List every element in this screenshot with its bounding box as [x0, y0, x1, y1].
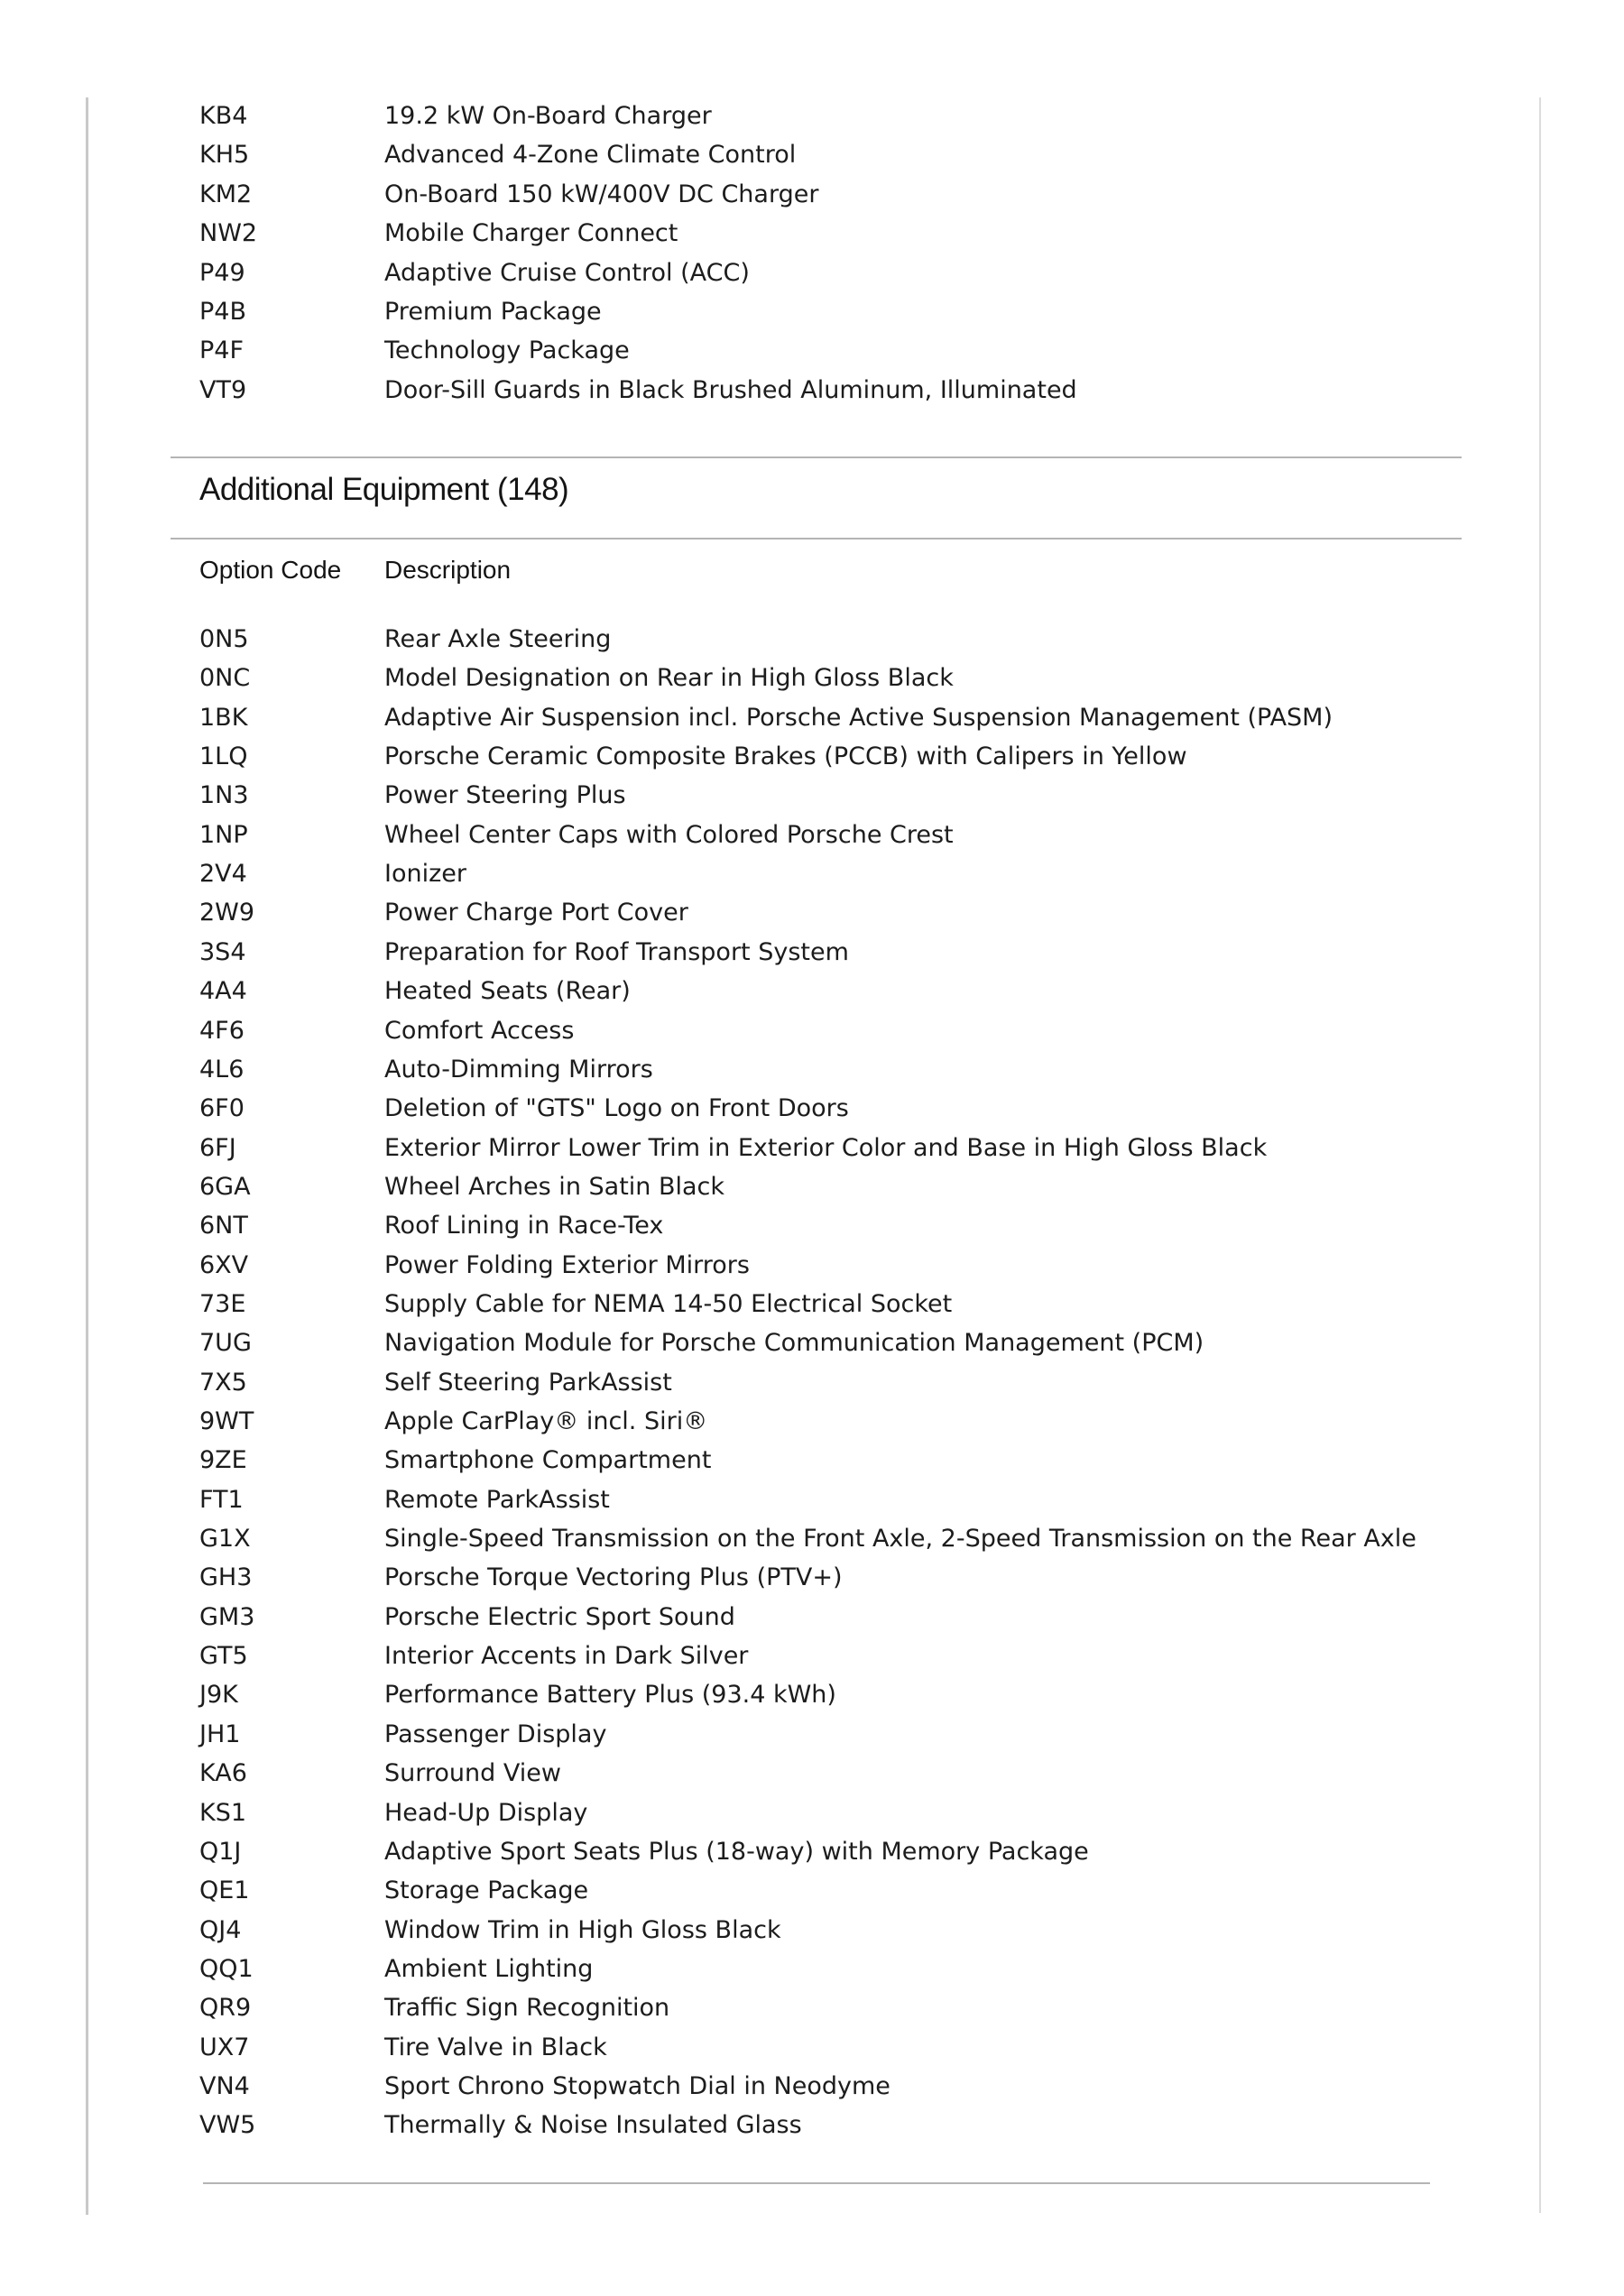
section-title: Additional Equipment (148) [199, 472, 569, 507]
option-code: 0N5 [199, 625, 249, 653]
option-code: 1NP [199, 820, 248, 849]
option-code: JH1 [199, 1720, 241, 1748]
option-description: Technology Package [384, 337, 630, 365]
option-code: 6NT [199, 1212, 248, 1240]
option-description: Roof Lining in Race-Tex [384, 1212, 664, 1240]
option-code: 1BK [199, 703, 248, 732]
option-code: QJ4 [199, 1915, 242, 1944]
option-description: Exterior Mirror Lower Trim in Exterior Color and Base in High Gloss Black [384, 1133, 1268, 1162]
option-code: J9K [199, 1681, 238, 1710]
option-code: 4A4 [199, 977, 247, 1006]
option-description: 19.2 kW On-Board Charger [384, 102, 712, 130]
option-description: Head-Up Display [384, 1798, 588, 1827]
option-description: Power Steering Plus [384, 781, 626, 810]
option-code: QQ1 [199, 1954, 254, 1983]
option-code: NW2 [199, 219, 258, 248]
option-code: 2W9 [199, 899, 255, 927]
option-code: KB4 [199, 102, 248, 130]
option-description: Porsche Ceramic Composite Brakes (PCCB) with Calipers in Yellow [384, 742, 1187, 771]
option-description: Storage Package [384, 1876, 589, 1905]
option-description: Comfort Access [384, 1016, 575, 1045]
left-border-line [86, 97, 88, 2215]
option-code: P4F [199, 337, 244, 365]
section-end-divider [203, 2182, 1430, 2184]
option-description: Porsche Electric Sport Sound [384, 1602, 735, 1631]
option-description: Door-Sill Guards in Black Brushed Aluminum, Illuminated [384, 375, 1077, 404]
option-code: VW5 [199, 2111, 256, 2140]
option-code: 6F0 [199, 1094, 245, 1123]
option-code: QE1 [199, 1876, 250, 1905]
option-code: 1N3 [199, 781, 249, 810]
option-code: KM2 [199, 180, 253, 208]
option-code: P49 [199, 258, 245, 287]
option-description: Porsche Torque Vectoring Plus (PTV+) [384, 1563, 843, 1592]
option-description: On-Board 150 kW/400V DC Charger [384, 180, 819, 208]
option-description: Deletion of "GTS" Logo on Front Doors [384, 1094, 849, 1123]
column-header-description: Description [384, 556, 512, 584]
option-code: 7X5 [199, 1368, 247, 1397]
option-description: Sport Chrono Stopwatch Dial in Neodyme [384, 2071, 890, 2100]
option-description: Smartphone Compartment [384, 1446, 712, 1475]
option-code: 0NC [199, 664, 251, 693]
option-description: Thermally & Noise Insulated Glass [384, 2111, 802, 2140]
section-divider-bottom [171, 538, 1462, 539]
option-description: Ambient Lighting [384, 1954, 594, 1983]
section-divider-top [171, 456, 1462, 458]
option-description: Wheel Center Caps with Colored Porsche Crest [384, 820, 954, 849]
option-code: FT1 [199, 1485, 244, 1514]
option-code: GM3 [199, 1602, 255, 1631]
option-description: Apple CarPlay® incl. Siri® [384, 1407, 708, 1435]
option-description: Surround View [384, 1759, 561, 1788]
option-description: Adaptive Air Suspension incl. Porsche Active Suspension Management (PASM) [384, 703, 1333, 732]
option-code: 6FJ [199, 1133, 236, 1162]
option-code: 73E [199, 1289, 246, 1318]
option-description: Rear Axle Steering [384, 625, 612, 653]
option-code: 4L6 [199, 1055, 245, 1083]
option-description: Preparation for Roof Transport System [384, 937, 849, 966]
option-code: 4F6 [199, 1016, 245, 1045]
option-code: 9WT [199, 1407, 254, 1435]
option-description: Power Folding Exterior Mirrors [384, 1250, 750, 1279]
option-code: KS1 [199, 1798, 247, 1827]
option-code: VN4 [199, 2071, 250, 2100]
column-header-option-code: Option Code [199, 556, 342, 584]
option-description: Supply Cable for NEMA 14-50 Electrical Socket [384, 1289, 953, 1318]
option-code: 9ZE [199, 1446, 247, 1475]
option-code: UX7 [199, 2033, 250, 2061]
option-code: GH3 [199, 1563, 253, 1592]
option-code: QR9 [199, 1994, 252, 2023]
option-description: Traffic Sign Recognition [384, 1994, 670, 2023]
option-description: Navigation Module for Porsche Communication Management (PCM) [384, 1329, 1204, 1358]
option-code: Q1J [199, 1837, 242, 1866]
option-description: Heated Seats (Rear) [384, 977, 631, 1006]
option-description: Adaptive Cruise Control (ACC) [384, 258, 750, 287]
option-description: Self Steering ParkAssist [384, 1368, 672, 1397]
option-code: 7UG [199, 1329, 252, 1358]
option-description: Passenger Display [384, 1720, 607, 1748]
option-description: Remote ParkAssist [384, 1485, 610, 1514]
option-code: KA6 [199, 1759, 247, 1788]
option-code: GT5 [199, 1642, 248, 1671]
option-description: Tire Valve in Black [384, 2033, 607, 2061]
option-code: VT9 [199, 375, 247, 404]
option-code: 6GA [199, 1172, 251, 1201]
option-description: Wheel Arches in Satin Black [384, 1172, 725, 1201]
option-code: P4B [199, 298, 246, 326]
option-code: G1X [199, 1525, 251, 1554]
option-description: Mobile Charger Connect [384, 219, 678, 248]
option-description: Interior Accents in Dark Silver [384, 1642, 749, 1671]
right-border-line [1539, 97, 1541, 2213]
option-description: Adaptive Sport Seats Plus (18-way) with Memory Package [384, 1837, 1089, 1866]
option-description: Power Charge Port Cover [384, 899, 688, 927]
option-description: Auto-Dimming Mirrors [384, 1055, 653, 1083]
option-description: Window Trim in High Gloss Black [384, 1915, 781, 1944]
option-code: 1LQ [199, 742, 248, 771]
option-description: Advanced 4-Zone Climate Control [384, 141, 797, 170]
option-code: 3S4 [199, 937, 246, 966]
option-code: 2V4 [199, 860, 247, 889]
option-description: Single-Speed Transmission on the Front Axle, 2-Speed Transmission on the Rear Axle [384, 1525, 1416, 1554]
option-description: Performance Battery Plus (93.4 kWh) [384, 1681, 836, 1710]
option-code: 6XV [199, 1250, 249, 1279]
option-description: Model Designation on Rear in High Gloss Black [384, 664, 954, 693]
option-description: Ionizer [384, 860, 466, 889]
option-description: Premium Package [384, 298, 602, 326]
option-code: KH5 [199, 141, 250, 170]
